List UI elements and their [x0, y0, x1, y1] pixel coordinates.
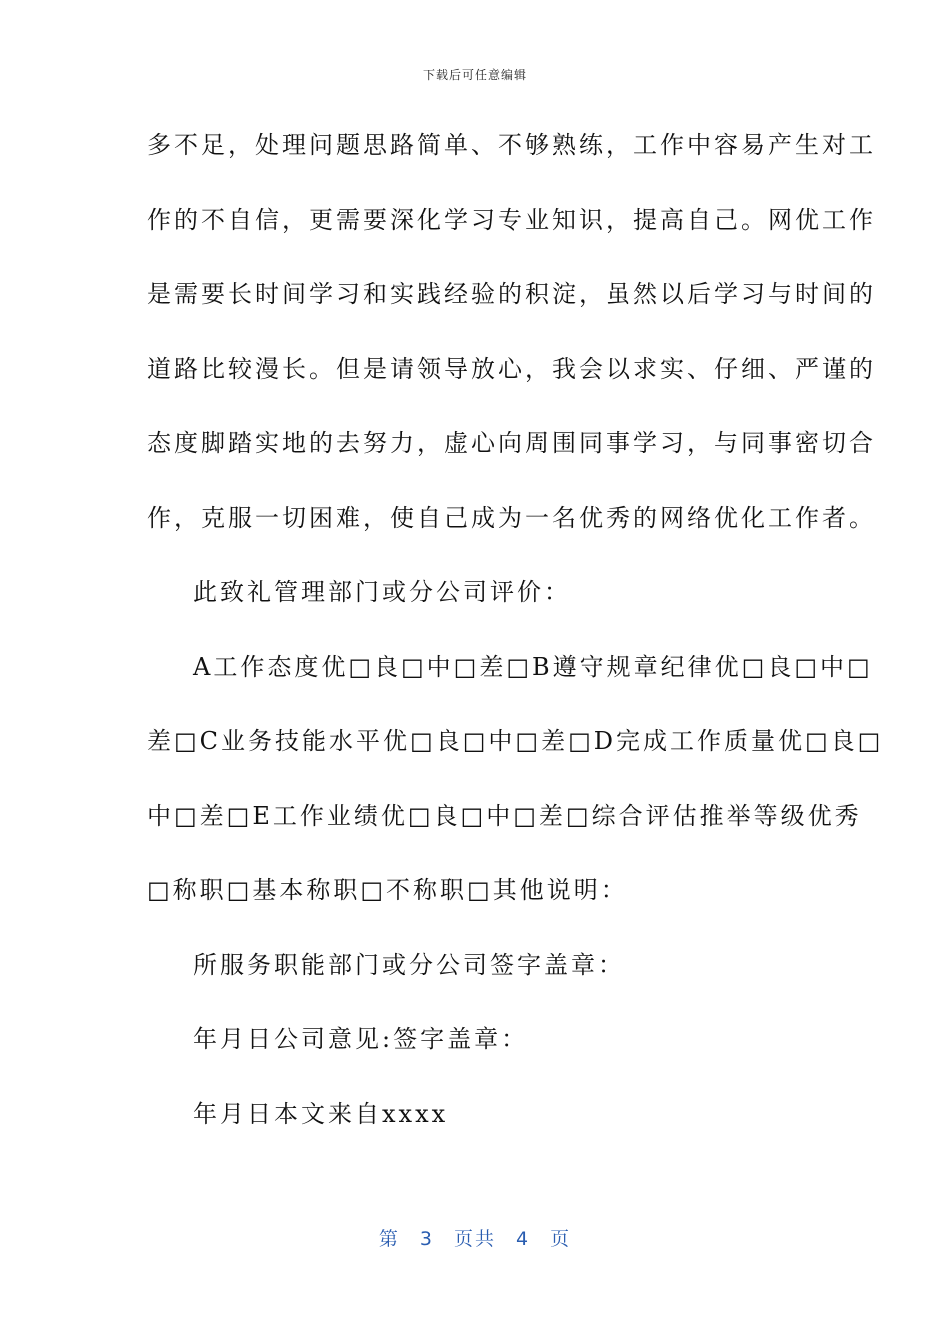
evaluation-line: 中□差□E工作业绩优□良□中□差□综合评估推举等级优秀 — [147, 801, 862, 830]
paragraph-line: 多不足，处理问题思路简单、不够熟练，工作中容易产生对工 — [147, 131, 876, 159]
evaluation-line: □称职□基本称职□不称职□其他说明： — [147, 876, 628, 904]
current-page-number: 3 — [419, 1228, 434, 1250]
paragraph-line: 是需要长时间学习和实践经验的积淀，虽然以后学习与时间的 — [147, 280, 876, 308]
total-pages-number: 4 — [516, 1228, 531, 1250]
page-header-note: 下载后可任意编辑 — [422, 68, 527, 82]
document-body — [147, 118, 884, 1161]
company-opinion-line: 年月日公司意见:签字盖章： — [193, 1025, 529, 1053]
paragraph-line: 作的不自信，更需要深化学习专业知识，提高自己。网优工作 — [147, 205, 876, 234]
paragraph-line: 作，克服一切困难，使自己成为一名优秀的网络优化工作者。 — [147, 503, 876, 532]
salutation-line: 此致礼管理部门或分公司评价： — [193, 578, 571, 606]
paragraph-line: 道路比较漫长。但是请领导放心，我会以求实、仔细、严谨的 — [147, 354, 876, 383]
evaluation-line: A工作态度优□良□中□差□B遵守规章纪律优□良□中□ — [193, 652, 873, 681]
page-label-prefix: 第 — [378, 1228, 400, 1250]
signature-line: 所服务职能部门或分公司签字盖章： — [193, 950, 625, 979]
paragraph-line: 态度脚踏实地的去努力，虚心向周围同事学习，与同事密切合 — [147, 429, 876, 457]
evaluation-line: 差□C业务技能水平优□良□中□差□D完成工作质量优□良□ — [147, 727, 884, 755]
page-label-suffix: 页 — [550, 1228, 572, 1250]
page-number-footer — [0, 1224, 950, 1251]
page-label-middle: 页共 — [453, 1228, 496, 1250]
date-source-line: 年月日本文来自xxxx — [193, 1099, 449, 1128]
